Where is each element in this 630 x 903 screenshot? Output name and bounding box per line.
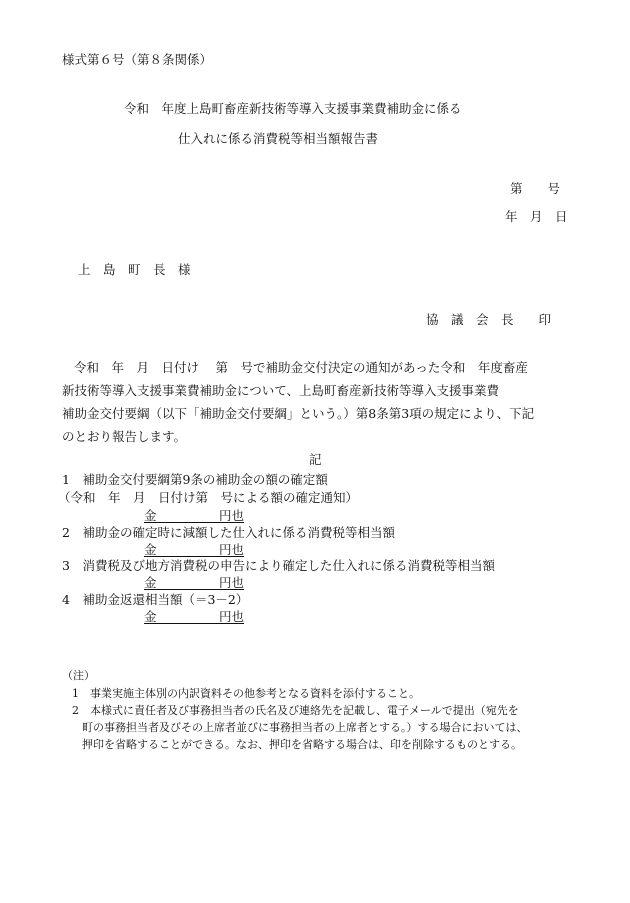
item-2-amount: 金 円也 (144, 542, 245, 557)
ki-heading: 記 (309, 452, 322, 467)
form-label: 様式第６号（第８条関係） (62, 52, 213, 67)
note-1: 1 事業実施主体別の内訳資料その他参考となる資料を添付すること。 (72, 687, 420, 700)
note-2-line-3: 押印を省略することができる。なお、押印を省略する場合は、印を削除するものとする。 (82, 738, 522, 751)
item-3-amount: 金 円也 (144, 575, 245, 590)
body-line-1: 令和 年 月 日付け 第 号で補助金交付決定の通知があった令和 年度畜産 (74, 360, 528, 375)
item-2-label: 2 補助金の確定時に減額した仕入れに係る消費税等相当額 (62, 525, 395, 540)
item-1-label: 1 補助金交付要綱第9条の補助金の額の確定額 (62, 472, 328, 487)
item-1-amount: 金 円也 (144, 508, 245, 523)
addressee: 上 島 町 長 様 (78, 262, 191, 277)
title-line-2: 仕入れに係る消費税等相当額報告書 (178, 131, 379, 146)
item-1-sub: （令和 年 月 日付け第 号による額の確定通知） (58, 490, 359, 505)
body-line-2: 新技術等導入支援事業費補助金について、上島町畜産新技術等導入支援事業費 (62, 383, 500, 398)
document-number: 第 号 (510, 181, 561, 196)
note-2-line-1: 2 本様式に責任者及び事務担当者の氏名及び連絡先を記載し、電子メールで提出（宛先を (72, 704, 519, 717)
body-line-3: 補助金交付要綱（以下「補助金交付要綱」という。）第8条第3項の規定により、下記 (62, 406, 535, 421)
body-paragraph (62, 356, 562, 448)
title-line-1: 令和 年度上島町畜産新技術等導入支援事業費補助金に係る (124, 101, 462, 116)
notes-heading: （注） (62, 669, 95, 682)
item-3-label: 3 消費税及び地方消費税の申告により確定した仕入れに係る消費税等相当額 (62, 558, 495, 573)
body-line-4: のとおり報告します。 (62, 429, 187, 444)
item-4-amount: 金 円也 (144, 609, 245, 624)
document-date: 年 月 日 (505, 209, 568, 224)
sender-seal: 協 議 会 長 印 (426, 312, 552, 327)
item-4-label: 4 補助金返還相当額（＝3－2） (62, 592, 249, 607)
note-2-line-2: 町の事務担当者及びその上席者並びに事務担当者の上席者とする。）する場合においては、 (82, 721, 528, 734)
